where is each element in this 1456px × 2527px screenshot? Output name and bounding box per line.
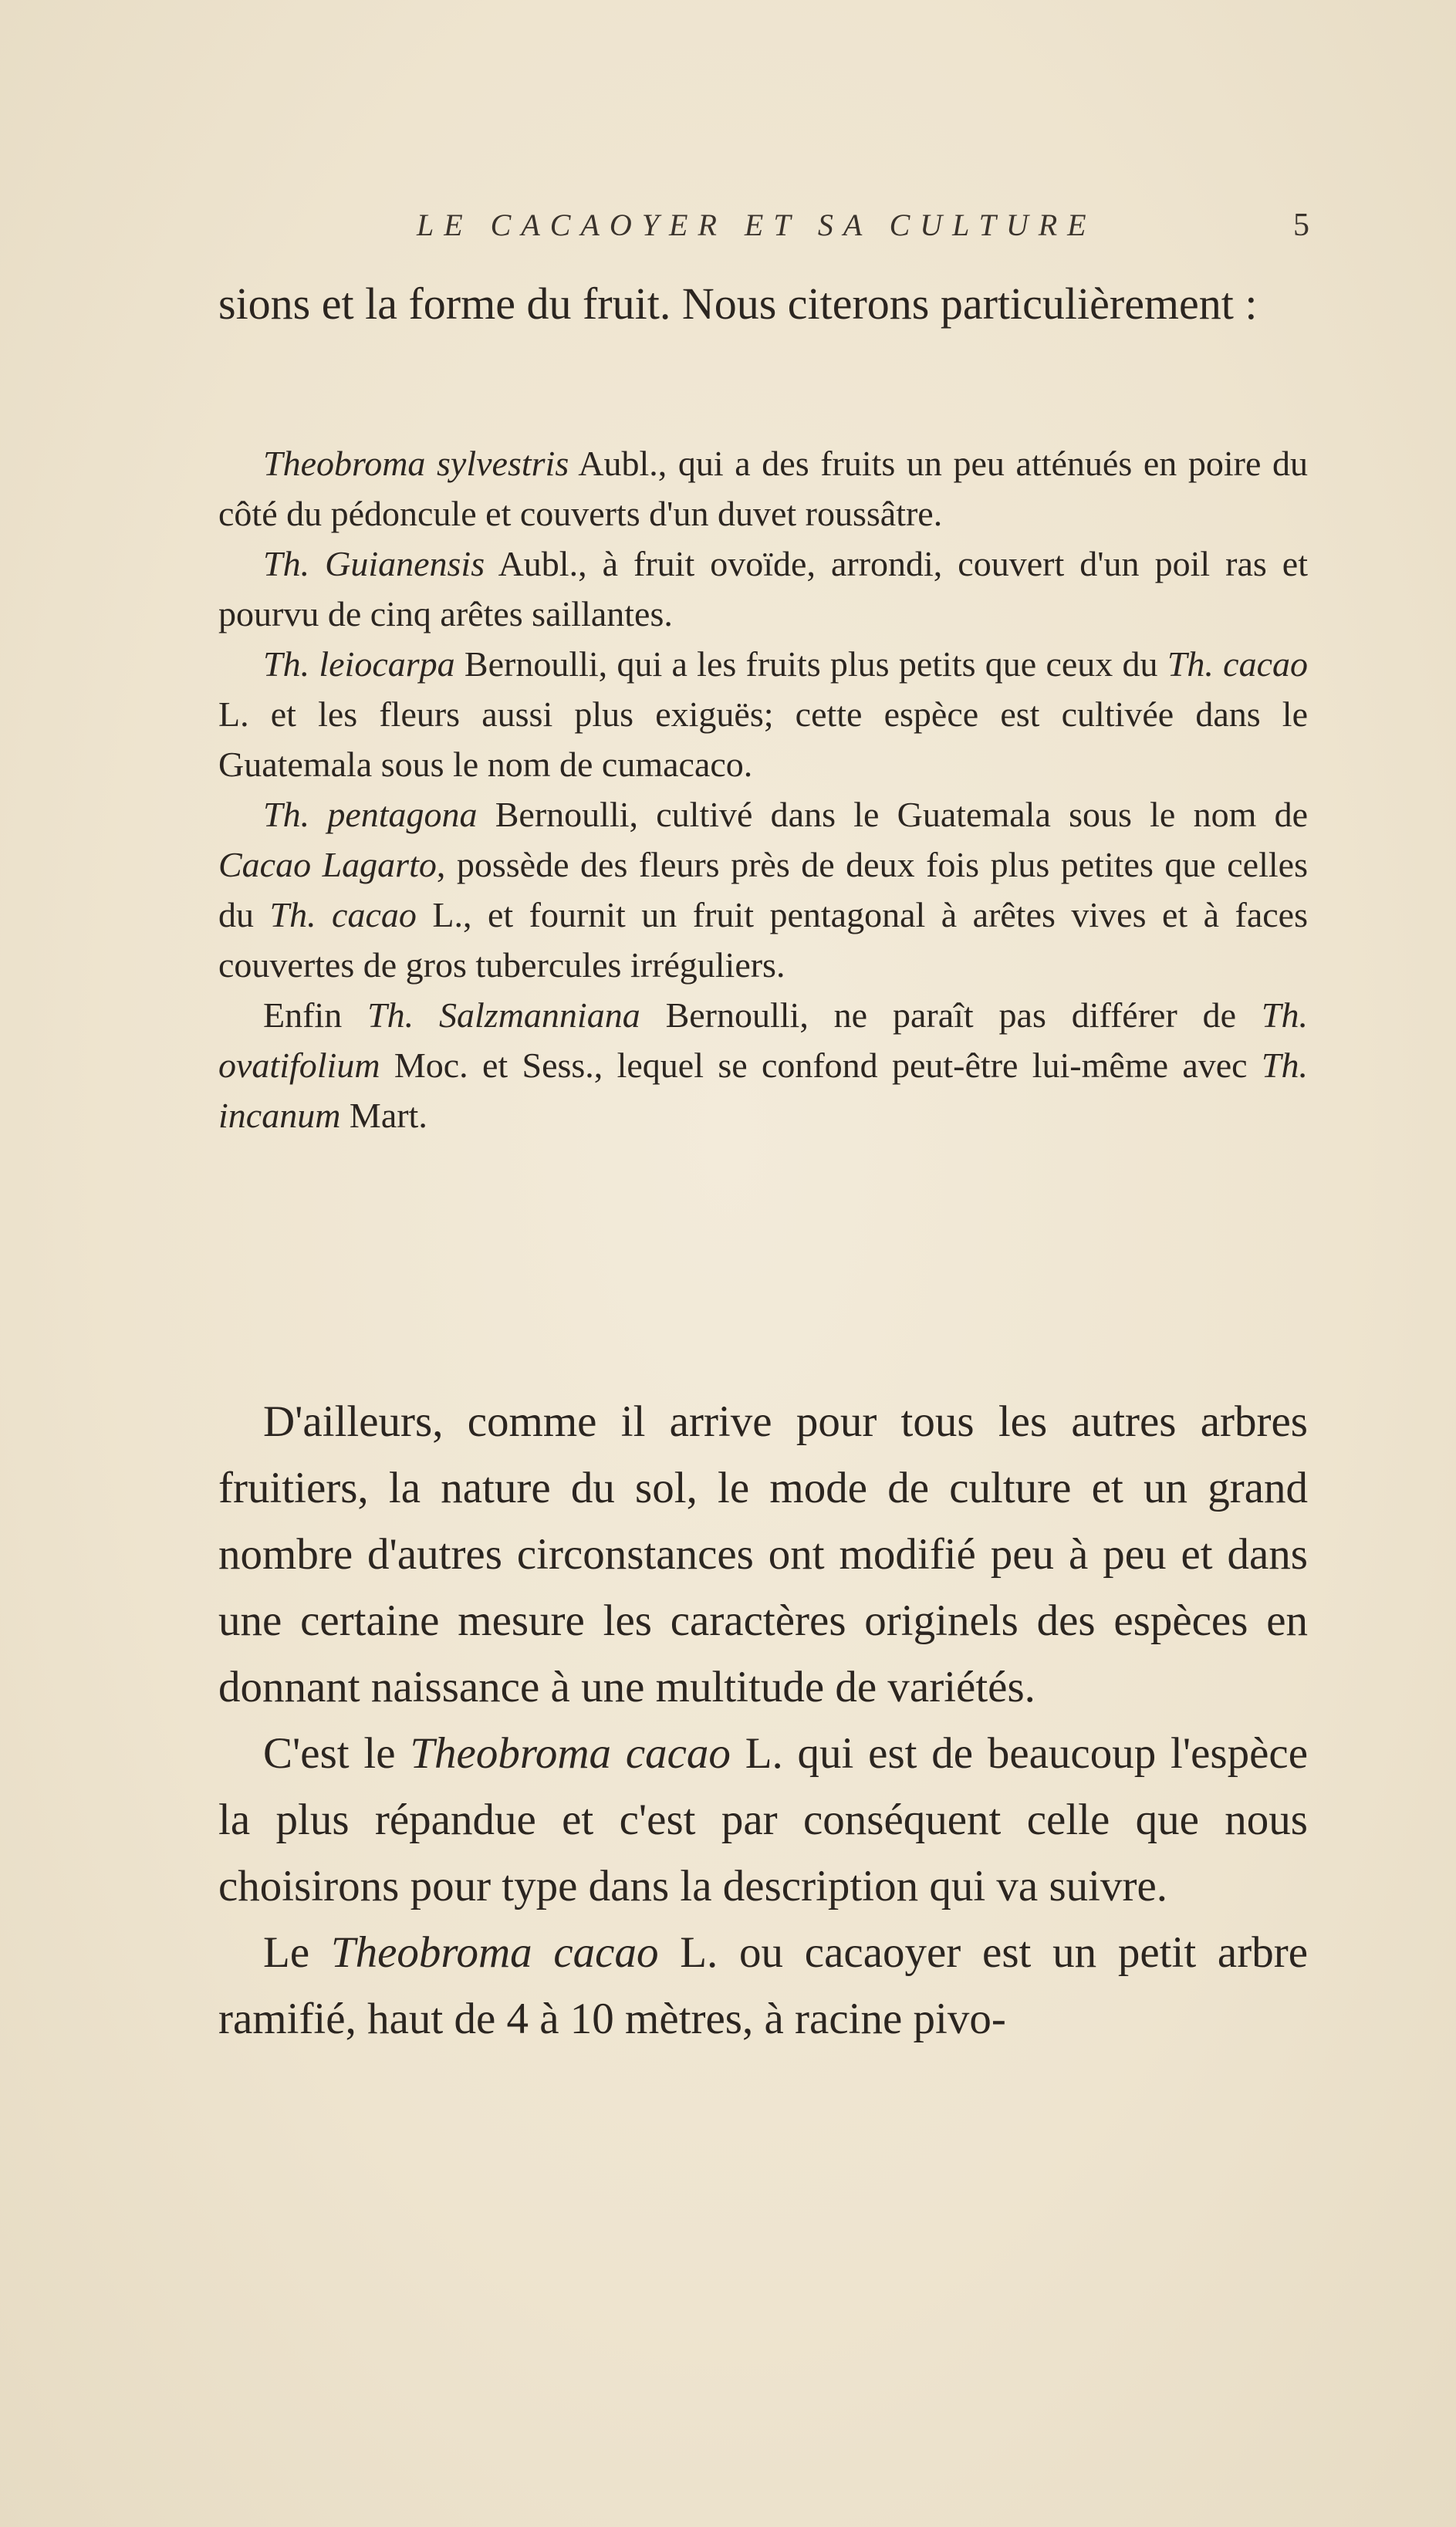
species-name: Theobroma cacao <box>410 1729 731 1778</box>
species-reference: Th. incanum <box>218 1046 1308 1135</box>
species-name: Th. Salzmanniana <box>367 995 640 1035</box>
species-name: Th. leiocarpa <box>263 644 455 684</box>
species-description: , possède des fleurs près de deux fois plus petites que celles du <box>218 845 1308 934</box>
intro-paragraph <box>218 272 1308 336</box>
species-prefix: Enfin <box>263 995 368 1035</box>
body-paragraph <box>218 1920 1308 2052</box>
species-description: Bernoulli, qui a les fruits plus petits que ceux du <box>454 644 1167 684</box>
body-text-span: C'est le <box>263 1729 410 1778</box>
species-description: L. et les fleurs aussi plus exiguës; cette espèce est cultivée dans le Guatemala sous le nom de cumacaco. <box>218 694 1308 784</box>
species-reference: Th. cacao <box>269 895 417 934</box>
species-item <box>218 639 1308 789</box>
species-name: Theobroma cacao <box>330 1928 659 1977</box>
species-name: Th. Guianensis <box>263 544 485 583</box>
species-description: Bernoulli, ne paraît pas différer de <box>640 995 1262 1035</box>
species-description: Moc. et Sess., lequel se confond peut-être lui-même avec <box>380 1046 1262 1085</box>
body-paragraph: D'ailleurs, comme il arrive pour tous les autres arbres fruitiers, la nature du sol, le mode de culture et un grand nombre d'autres circonstances ont modifié peu à peu et dans une certaine mesure les caractères originels des espèces en donnant naissance à une multitude de variétés. <box>218 1397 1308 1711</box>
species-item <box>218 539 1308 639</box>
page-number: 5 <box>1293 208 1309 243</box>
species-description: L., et fournit un fruit pentagonal à arêtes vives et à faces couvertes de gros tubercules irréguliers. <box>218 895 1309 985</box>
species-item <box>218 990 1308 1140</box>
species-item <box>218 438 1308 539</box>
body-text <box>218 1389 1308 2052</box>
body-text-span: L. ou cacaoyer est un petit arbre ramifié, haut de 4 à 10 mètres, à racine pivo- <box>218 1928 1308 2043</box>
intro-text: sions et la forme du fruit. Nous citerons particulièrement : <box>218 279 1258 329</box>
body-text-span: Le <box>263 1928 331 1977</box>
species-description: Aubl., qui a des fruits un peu atténués en poire du côté du pédoncule et couverts d'un duvet roussâtre. <box>218 444 1308 533</box>
species-reference: Th. cacao <box>1167 644 1308 684</box>
species-reference: Th. ovatifolium <box>218 995 1309 1085</box>
species-description: Bernoulli, cultivé dans le Guatemala sous le nom de <box>477 795 1308 834</box>
species-description: Mart. <box>340 1096 427 1135</box>
body-paragraph <box>218 1721 1308 1920</box>
running-title: LE CACAOYER ET SA CULTURE <box>417 208 1096 242</box>
body-text-span: L. qui est de beaucoup l'espèce la plus répandue et c'est par conséquent celle que nous choisirons pour type dans la description qui va suivre. <box>218 1729 1308 1910</box>
species-description: Aubl., à fruit ovoïde, arrondi, couvert d'un poil ras et pourvu de cinq arêtes saillantes. <box>218 544 1308 633</box>
species-name: Th. pentagona <box>263 795 478 834</box>
species-item <box>218 789 1308 990</box>
species-name: Theobroma sylvestris <box>263 444 569 483</box>
species-list <box>218 438 1308 1140</box>
common-name: Cacao Lagarto <box>218 845 437 884</box>
